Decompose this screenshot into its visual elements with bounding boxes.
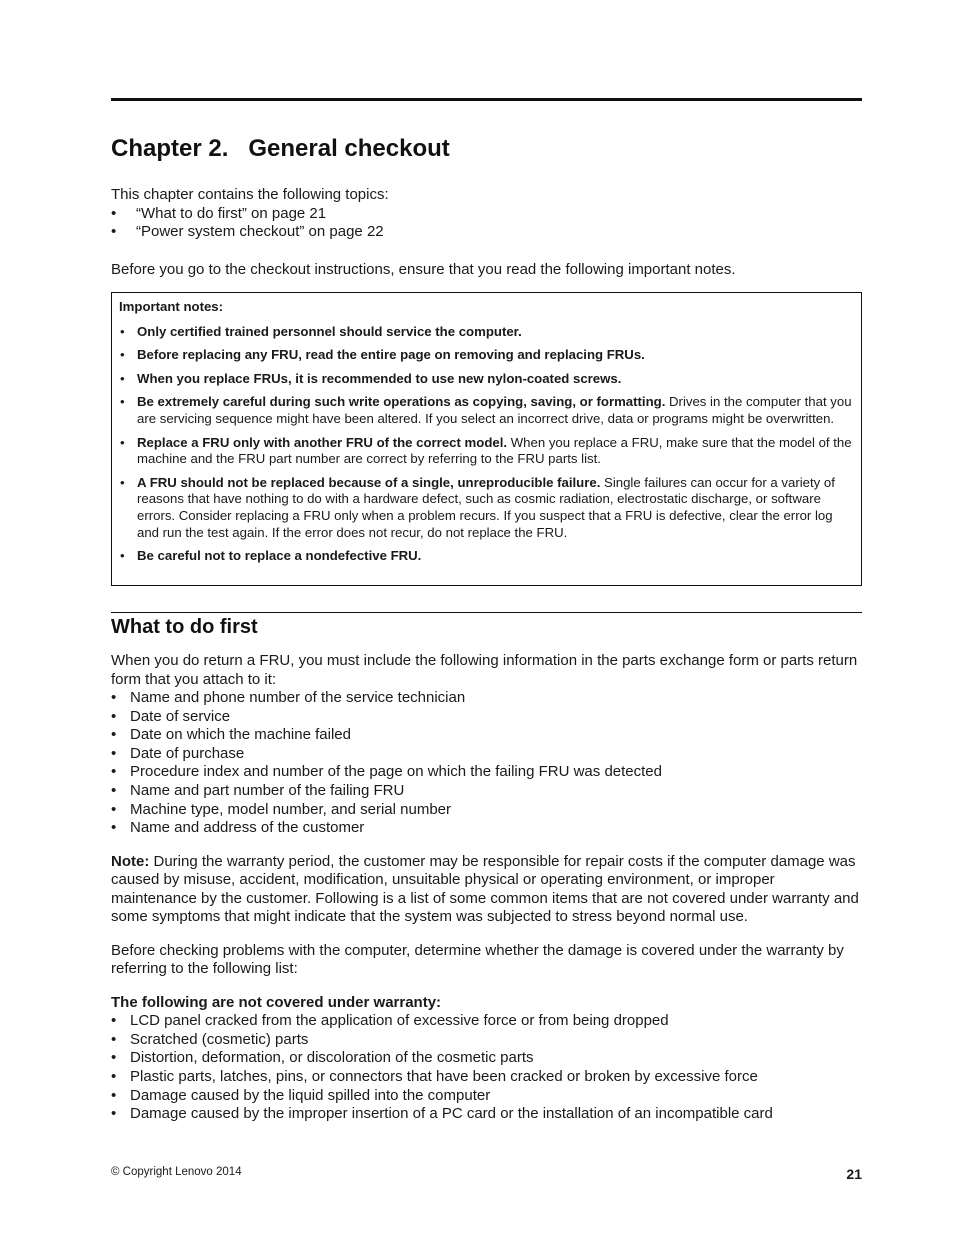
list-item: • Name and part number of the failing FRU — [111, 781, 405, 799]
info-list — [111, 689, 862, 838]
list-item: • Plastic parts, latches, pins, or connectors that have been cracked or broken by excessive force — [111, 1068, 758, 1086]
note-item: • Replace a FRU only with another FRU of the correct model. When you replace a FRU, make sure that the model of the machine and the FRU part number are correct by referring to the FRU parts list. — [120, 434, 852, 467]
list-item: • Name and address of the customer — [111, 819, 365, 837]
list-item: • LCD panel cracked from the application of excessive force or from being dropped — [111, 1012, 669, 1030]
section-lead: When you do return a FRU, you must include the following information in the parts exchange form or parts return form that you attach to it: — [111, 652, 858, 688]
intro-block — [111, 186, 862, 242]
list-item: • Procedure index and number of the page on which the failing FRU was detected — [111, 763, 662, 781]
list-item: • Damage caused by the improper insertion of a PC card or the installation of an incompatible card — [111, 1105, 773, 1123]
list-item: • Scratched (cosmetic) parts — [111, 1030, 309, 1048]
section-title: What to do first — [111, 616, 258, 638]
before-instructions-text: Before you go to the checkout instructions, ensure that you read the following important notes. — [111, 261, 736, 278]
page-number: 21 — [846, 1166, 862, 1182]
note-item: • When you replace FRUs, it is recommended to use new nylon-coated screws. — [120, 370, 622, 386]
topic-list — [111, 205, 862, 242]
before-checking-text: Before checking problems with the computer, determine whether the damage is covered under the warranty by referring to the following list: — [111, 941, 844, 978]
copyright-footer: © Copyright Lenovo 2014 — [111, 1166, 242, 1178]
warranty-note: Note: During the warranty period, the customer may be responsible for repair costs if the computer damage was caused by misuse, accident, modification, unsuitable physical or operating environment, or improper maintenance by the customer. Following is a list of some common items that are not covered under warranty and some symptoms that might indicate that the system was subjected to stress beyond normal use. — [111, 852, 859, 926]
list-item: • Date on which the machine failed — [111, 726, 351, 744]
list-item: • Machine type, model number, and serial number — [111, 800, 452, 818]
important-notes-box — [111, 292, 862, 586]
top-rule — [111, 98, 862, 101]
list-item: • “What to do first” on page 21 — [111, 204, 327, 222]
list-item: • Damage caused by the liquid spilled into the computer — [111, 1086, 491, 1104]
list-item: • “Power system checkout” on page 22 — [111, 223, 384, 241]
list-item: • Date of service — [111, 707, 231, 725]
section-body — [111, 652, 862, 1124]
note-item: • Before replacing any FRU, read the entire page on removing and replacing FRUs. — [120, 347, 645, 363]
note-item: • Be careful not to replace a nondefective FRU. — [120, 548, 422, 564]
not-covered-list — [111, 1012, 862, 1124]
note-item: • Be extremely careful during such write operations as copying, saving, or formatting. Drives in the computer that you are servicing sequence might have been altered. If you select an incorrect drive, data or programs might be overwritten. — [120, 394, 852, 426]
list-item: • Date of purchase — [111, 744, 245, 762]
note-item: • A FRU should not be replaced because of a single, unreproducible failure. Single failures can occur for a variety of reasons that have nothing to do with a hardware defect, such as cosmic radiation, electrostatic discharge, or software errors. Consider replacing a FRU only when a problem recurs. If you suspect that a FRU is defective, clear the error log and run the test again. If the error does not recur, do not replace the FRU. — [120, 474, 835, 540]
important-notes-list — [119, 324, 854, 565]
not-covered-heading: The following are not covered under warranty: — [111, 993, 442, 1011]
list-item: • Distortion, deformation, or discoloration of the cosmetic parts — [111, 1049, 534, 1067]
section-rule — [111, 612, 862, 613]
note-item: • Only certified trained personnel should service the computer. — [120, 323, 522, 339]
important-notes-heading: Important notes: — [119, 299, 224, 314]
note-label: Note: — [111, 852, 150, 870]
intro-lead: This chapter contains the following topics: — [111, 186, 389, 203]
chapter-title: Chapter 2. General checkout — [111, 135, 450, 162]
list-item: • Name and phone number of the service technician — [111, 689, 466, 706]
